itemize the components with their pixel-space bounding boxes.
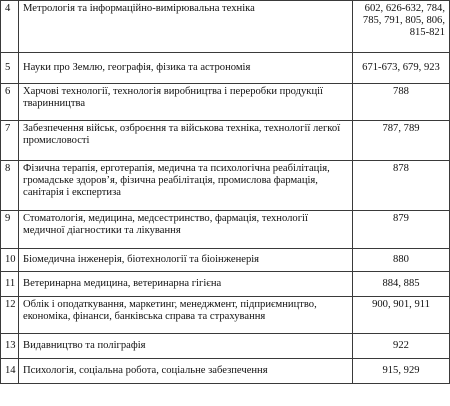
- row-number: 8: [1, 161, 19, 211]
- table-row: [1, 334, 450, 359]
- table-row: [1, 297, 450, 334]
- field-name: Видавництво та поліграфія: [19, 334, 353, 359]
- specialty-codes: 880: [353, 249, 450, 272]
- specialty-codes: 671-673, 679, 923: [353, 53, 450, 84]
- field-name: Науки про Землю, географія, фізика та астрономія: [19, 53, 353, 84]
- specialty-codes: 602, 626-632, 784, 785, 791, 805, 806, 815-821: [353, 1, 450, 53]
- field-name: Забезпечення військ, озброєння та військова техніка, технології легкої промисловості: [19, 121, 353, 161]
- field-name: Стоматологія, медицина, медсестринство, фармація, технології медичної діагностики та лікування: [19, 211, 353, 249]
- table-row: [1, 359, 450, 384]
- row-number: 13: [1, 334, 19, 359]
- table-row: [1, 1, 450, 53]
- row-number: 9: [1, 211, 19, 249]
- row-number: 7: [1, 121, 19, 161]
- specialty-codes: 922: [353, 334, 450, 359]
- field-name: Біомедична інженерія, біотехнології та біоінженерія: [19, 249, 353, 272]
- row-number: 11: [1, 272, 19, 297]
- table-row: [1, 84, 450, 121]
- table-row: [1, 272, 450, 297]
- field-name: Фізична терапія, ерготерапія, медична та психологічна реабілітація, громадське здоров’я, фізична реабілітація, промислова фармація, санітарія і експертиза: [19, 161, 353, 211]
- specialty-codes: 900, 901, 911: [353, 297, 450, 334]
- row-number: 14: [1, 359, 19, 384]
- specialty-codes: 788: [353, 84, 450, 121]
- table-row: [1, 211, 450, 249]
- row-number: 4: [1, 1, 19, 53]
- row-number: 6: [1, 84, 19, 121]
- table-row: [1, 161, 450, 211]
- row-number: 10: [1, 249, 19, 272]
- field-name: Метрологія та інформаційно-вимірювальна техніка: [19, 1, 353, 53]
- specialty-codes: 884, 885: [353, 272, 450, 297]
- table-row: [1, 121, 450, 161]
- specialty-codes: 879: [353, 211, 450, 249]
- field-name: Харчові технології, технологія виробництва і переробки продукції тваринництва: [19, 84, 353, 121]
- field-name: Ветеринарна медицина, ветеринарна гігієна: [19, 272, 353, 297]
- specialty-codes: 787, 789: [353, 121, 450, 161]
- row-number: 12: [1, 297, 19, 334]
- table-row: [1, 53, 450, 84]
- row-number: 5: [1, 53, 19, 84]
- specialty-codes: 915, 929: [353, 359, 450, 384]
- table-row: [1, 249, 450, 272]
- field-name: Облік і оподаткування, маркетинг, менеджмент, підприємництво, економіка, фінанси, банківська справа та страхування: [19, 297, 353, 334]
- field-name: Психологія, соціальна робота, соціальне забезпечення: [19, 359, 353, 384]
- specialty-codes: 878: [353, 161, 450, 211]
